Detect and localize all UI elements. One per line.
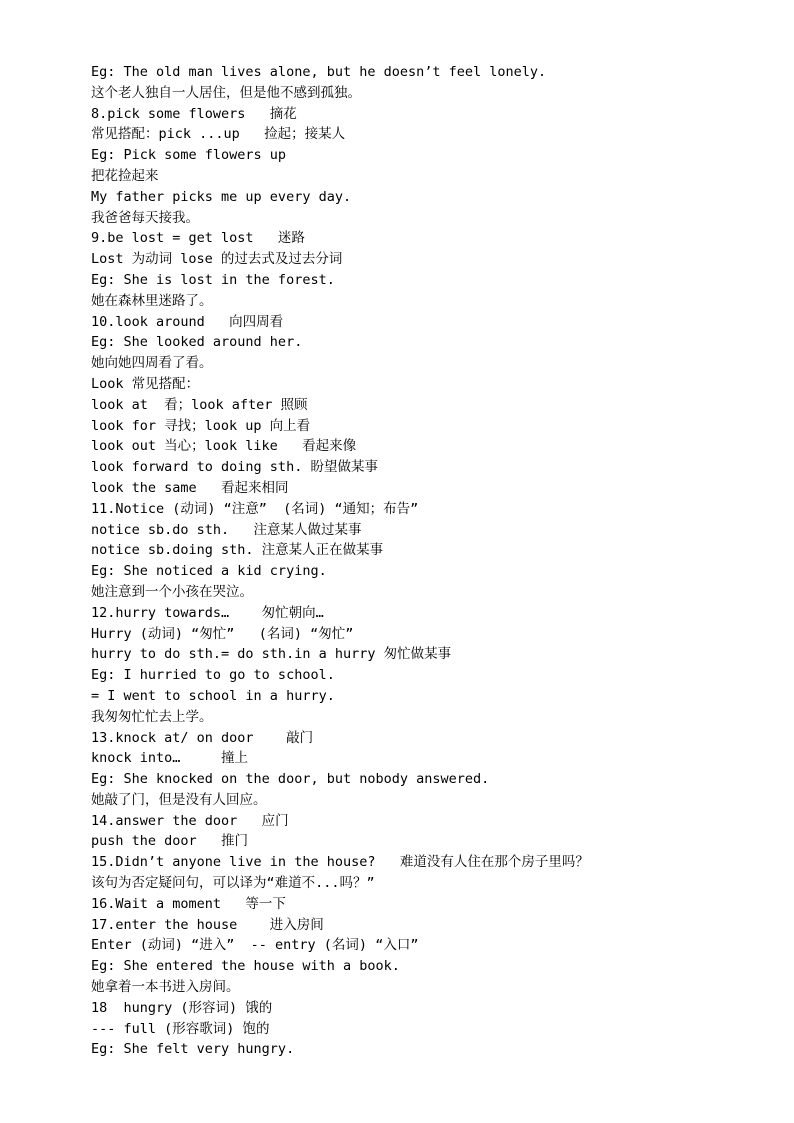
text-line: Eg: I hurried to go to school.: [91, 667, 335, 684]
text-line: Eg: Pick some flowers up: [91, 147, 287, 164]
text-line: Eg: She looked around her.: [91, 334, 303, 351]
text-line: 她在森林里迷路了。: [91, 292, 213, 309]
text-line: 她向她四周看了看。: [91, 355, 213, 372]
text-line: push the door 推门: [91, 833, 249, 850]
text-line: Lost 为动词 lose 的过去式及过去分词: [91, 251, 343, 268]
text-line: 她注意到一个小孩在哭泣。: [91, 583, 253, 600]
text-line: hurry to do sth.= do sth.in a hurry 匆忙做某事: [91, 646, 452, 663]
text-line: Hurry (动词) “匆忙” (名词) “匆忙”: [91, 625, 354, 642]
text-line: 这个老人独自一人居住，但是他不感到孤独。: [91, 84, 361, 101]
text-line: 我爸爸每天接我。: [91, 209, 199, 226]
text-line: Enter (动词) “进入” -- entry (名词) “入口”: [91, 937, 419, 954]
document-text: [91, 62, 751, 1060]
text-line: 常见搭配：pick ...up 捡起；接某人: [91, 126, 346, 143]
text-line: My father picks me up every day.: [91, 188, 352, 205]
text-line: 她拿着一本书进入房间。: [91, 979, 240, 996]
text-line: 11.Notice (动词) “注意” (名词) “通知；布告”: [91, 500, 419, 517]
text-line: look forward to doing sth. 盼望做某事: [91, 459, 378, 476]
text-line: Eg: She felt very hungry.: [91, 1041, 295, 1058]
text-line: Eg: The old man lives alone, but he doesn’t feel lonely.: [91, 64, 547, 80]
text-line: 我匆匆忙忙去上学。: [91, 708, 213, 725]
text-line: 17.enter the house 进入房间: [91, 916, 324, 933]
text-line: 10.look around 向四周看: [91, 313, 284, 330]
text-line: 12.hurry towards… 匆忙朝向…: [91, 604, 324, 621]
text-line: Eg: She entered the house with a book.: [91, 958, 400, 975]
text-line: look out 当心；look like 看起来像: [91, 438, 357, 455]
text-line: 14.answer the door 应门: [91, 812, 289, 829]
text-line: 18 hungry (形容词) 饿的: [91, 999, 273, 1016]
text-line: look at 看；look after 照顾: [91, 396, 308, 413]
text-line: Eg: She noticed a kid crying.: [91, 563, 327, 580]
text-line: 15.Didn’t anyone live in the house? 难道没有人住在那个房子里吗？: [91, 854, 589, 871]
text-line: 13.knock at/ on door 敲门: [91, 729, 314, 746]
text-line: knock into… 撞上: [91, 750, 249, 767]
text-line: 她敲了门，但是没有人回应。: [91, 791, 267, 808]
text-line: 16.Wait a moment 等一下: [91, 895, 286, 912]
text-line: 该句为否定疑问句，可以译为“难道不...吗？”: [91, 875, 375, 892]
text-line: 把花捡起来: [91, 167, 159, 184]
text-line: Eg: She knocked on the door, but nobody answered.: [91, 771, 490, 788]
text-line: 8.pick some flowers 摘花: [91, 105, 297, 122]
text-line: --- full (形容歌词) 饱的: [91, 1020, 270, 1037]
text-line: = I went to school in a hurry.: [91, 687, 335, 704]
text-line: Look 常见搭配：: [91, 375, 200, 392]
text-line: look for 寻找；look up 向上看: [91, 417, 311, 434]
text-line: Eg: She is lost in the forest.: [91, 271, 335, 288]
text-line: notice sb.doing sth. 注意某人正在做某事: [91, 542, 384, 559]
text-line: 9.be lost = get lost 迷路: [91, 230, 305, 247]
text-line: notice sb.do sth. 注意某人做过某事: [91, 521, 362, 538]
text-line: look the same 看起来相同: [91, 479, 289, 496]
